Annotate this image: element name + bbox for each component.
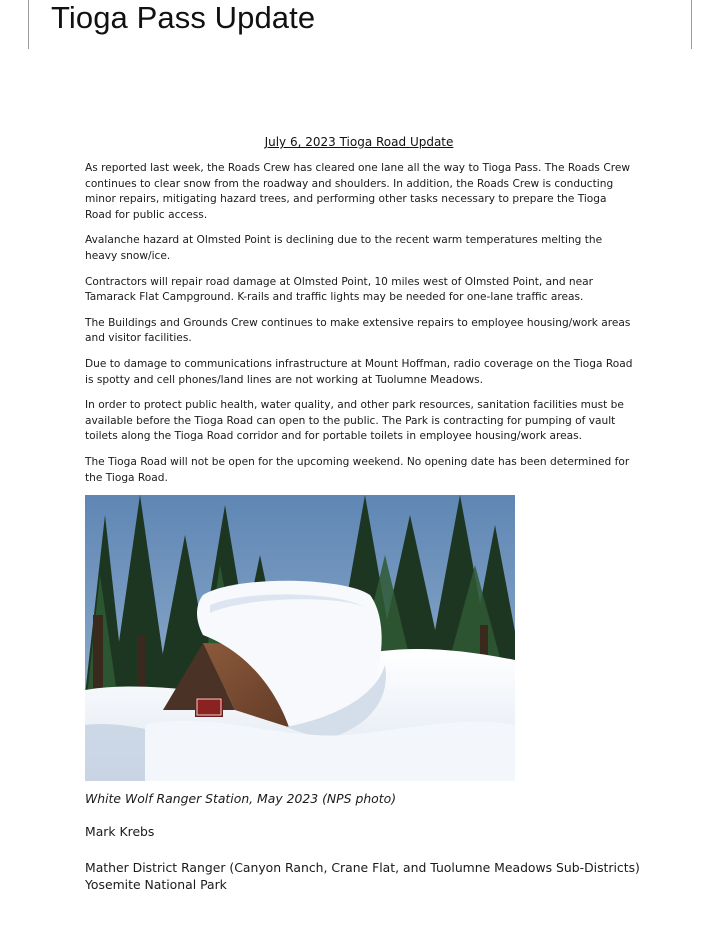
document-body — [85, 134, 633, 496]
snow-scene-illustration — [85, 495, 515, 781]
paragraph-avalanche: Avalanche hazard at Olmsted Point is declining due to the recent warm temperatures melting the heavy snow/ice. — [85, 234, 603, 262]
author-name: Mark Krebs — [85, 824, 155, 839]
signature-title: Mather District Ranger (Canyon Ranch, Crane Flat, and Tuolumne Meadows Sub-Districts) — [85, 860, 640, 875]
paragraph-communications: Due to damage to communications infrastructure at Mount Hoffman, radio coverage on the Tioga Road is spotty and cell phones/land lines are not working at Tuolumne Meadows. — [85, 357, 633, 386]
signature-org: Yosemite National Park — [85, 877, 227, 892]
photo-caption: White Wolf Ranger Station, May 2023 (NPS photo) — [85, 791, 397, 806]
page-header — [28, 0, 692, 49]
paragraph-contractors: Contractors will repair road damage at Olmsted Point, 10 miles west of Olmsted Point, and near Tamarack Flat Campground. K-rails and traffic lights may be needed for one-lane traffic areas. — [85, 275, 593, 304]
paragraph-opening: The Tioga Road will not be open for the upcoming weekend. No opening date has been determined for the Tioga Road. — [85, 455, 630, 484]
ranger-station-photo — [85, 495, 515, 781]
document-heading: July 6, 2023 Tioga Road Update — [264, 135, 454, 149]
paragraph-roads-crew: As reported last week, the Roads Crew has cleared one lane all the way to Tioga Pass. The Roads Crew continues to clear snow from the roadway and shoulders. In addition, the Roads Crew is conducting minor repairs, mitigating hazard trees, and performing other tasks necessary to prepare the Tioga Road for public access. — [85, 162, 631, 221]
paragraph-buildings: The Buildings and Grounds Crew continues to make extensive repairs to employee housing/work areas and visitor facilities. — [85, 316, 631, 345]
page-title: Tioga Pass Update — [51, 0, 316, 35]
signature-block — [85, 859, 640, 893]
paragraph-sanitation: In order to protect public health, water quality, and other park resources, sanitation facilities must be available before the Tioga Road can open to the public. The Park is contracting for pumping of vault toilets along the Tioga Road corridor and for portable toilets in employee housing/work areas. — [85, 399, 624, 443]
